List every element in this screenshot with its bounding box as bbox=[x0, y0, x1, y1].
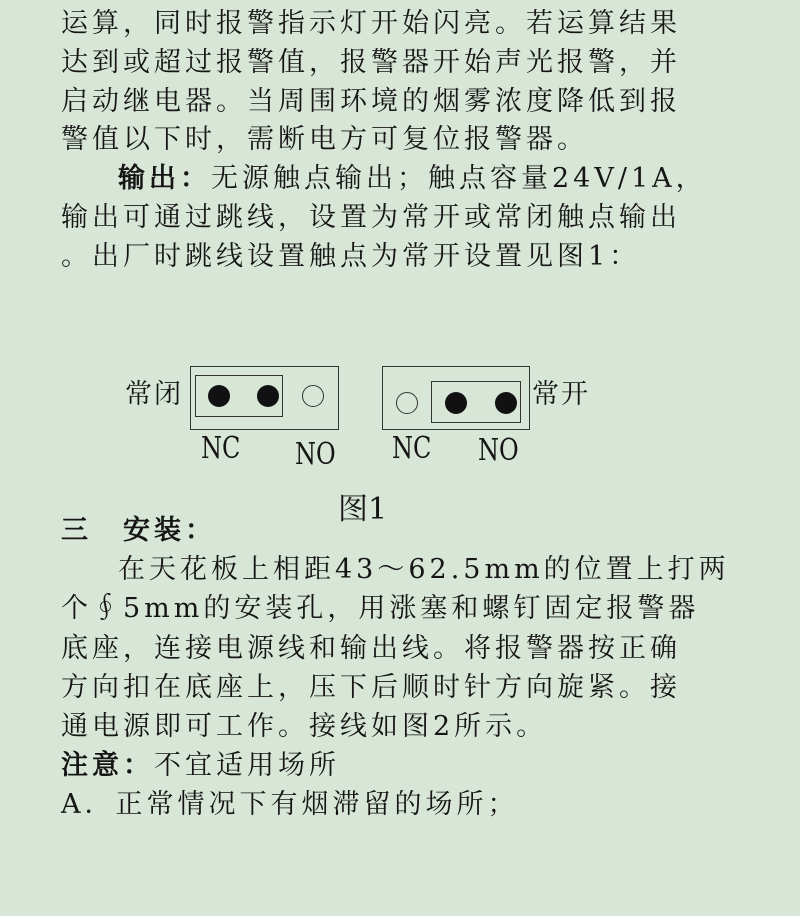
figure-1-title: 图1 bbox=[338, 492, 388, 527]
right-nc-label: NC bbox=[392, 431, 432, 466]
left-pin-1 bbox=[208, 385, 230, 407]
left-pin-3 bbox=[302, 385, 324, 407]
left-no-label: NO bbox=[295, 437, 336, 472]
normally-closed-caption: 常闭 bbox=[125, 379, 183, 410]
notice-label: 注意： bbox=[61, 750, 154, 781]
body-text-line: 在天花板上相距43～62.5mm的位置上打两 bbox=[118, 554, 730, 585]
notice-line bbox=[61, 747, 340, 785]
body-text-line: 底座，连接电源线和输出线。将报警器按正确 bbox=[61, 633, 681, 664]
body-text-line: 方向扣在底座上，压下后顺时针方向旋紧。接 bbox=[61, 672, 681, 703]
body-text-line: 通电源即可工作。接线如图2所示。 bbox=[61, 711, 548, 742]
normally-open-caption: 常开 bbox=[532, 379, 590, 410]
output-first-line-text: 无源触点输出；触点容量24V/1A， bbox=[211, 163, 707, 194]
body-text-line: 输出可通过跳线，设置为常开或常闭触点输出 bbox=[61, 202, 681, 233]
left-pin-2 bbox=[257, 385, 279, 407]
section-heading-install: 三 安装： bbox=[61, 515, 216, 546]
body-text-line: 达到或超过报警值，报警器开始声光报警，并 bbox=[61, 47, 681, 78]
right-pin-1 bbox=[396, 392, 418, 414]
right-no-label: NO bbox=[478, 433, 519, 468]
output-label: 输出： bbox=[118, 163, 211, 194]
body-text-line: 个∮5mm的安装孔，用涨塞和螺钉固定报警器 bbox=[61, 593, 700, 624]
body-text-line: 。出厂时跳线设置触点为常开设置见图1： bbox=[61, 241, 641, 272]
body-text-line: 运算，同时报警指示灯开始闪亮。若运算结果 bbox=[61, 8, 681, 39]
output-paragraph-first-line bbox=[118, 160, 707, 198]
body-text-line: 启动继电器。当周围环境的烟雾浓度降低到报 bbox=[61, 86, 681, 117]
right-pin-2 bbox=[445, 392, 467, 414]
notice-text: 不宜适用场所 bbox=[154, 750, 340, 781]
right-pin-3 bbox=[495, 392, 517, 414]
notice-item: A．正常情况下有烟滞留的场所； bbox=[61, 789, 519, 820]
body-text-line: 警值以下时，需断电方可复位报警器。 bbox=[61, 124, 588, 155]
left-nc-label: NC bbox=[201, 431, 241, 466]
